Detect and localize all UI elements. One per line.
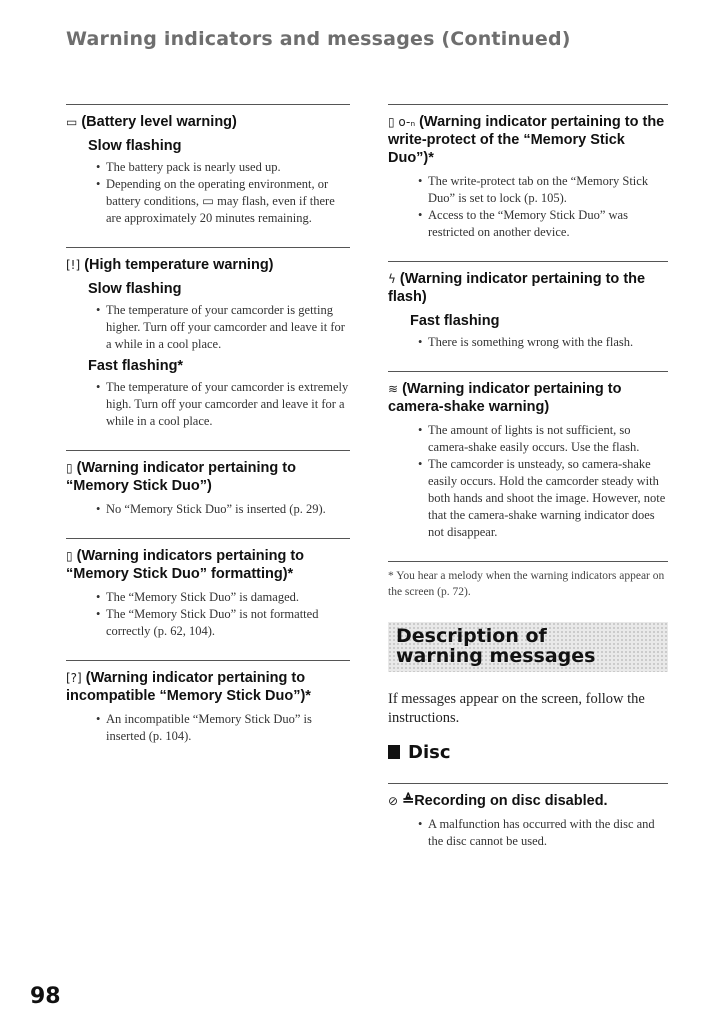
- square-bullet-icon: [388, 745, 400, 759]
- bullet-item: • No “Memory Stick Duo” is inserted (p. 29).: [98, 501, 350, 518]
- bullet-item: • Depending on the operating environment, or battery conditions, ▭ may flash, even if there are approximately 20 minutes remaining.: [98, 176, 350, 227]
- warning-title: [66, 547, 350, 583]
- bullet-item: • The write-protect tab on the “Memory Stick Duo” is set to lock (p. 105).: [420, 173, 668, 207]
- left-column: [66, 104, 350, 765]
- bullet-item: • A malfunction has occurred with the disc and the disc cannot be used.: [420, 816, 668, 850]
- disc-message-section: [388, 783, 668, 850]
- warning-section: [388, 261, 668, 351]
- disc-message-title-text: ≜Recording on disc disabled.: [402, 793, 608, 809]
- warning-section: [388, 371, 668, 541]
- high-temperature-icon: [!]: [66, 258, 81, 272]
- warning-title-text: (Warning indicator pertaining to the write-protect of the “Memory Stick Duo”)*: [388, 114, 665, 166]
- warning-section: [66, 450, 350, 518]
- bullet-list: [66, 501, 350, 518]
- camera-shake-icon: ≋: [388, 382, 399, 396]
- bullet-item: • There is something wrong with the flash.: [420, 334, 668, 351]
- bullet-item: • The “Memory Stick Duo” is damaged.: [98, 589, 350, 606]
- warning-title-text: (High temperature warning): [84, 257, 274, 273]
- warning-title: [66, 459, 350, 495]
- warning-title-text: (Warning indicator pertaining to “Memory Stick Duo”): [66, 460, 296, 494]
- bullet-list: [66, 711, 350, 745]
- warning-title: [66, 669, 350, 705]
- description-banner: [388, 622, 668, 672]
- warning-section: [66, 538, 350, 640]
- intro-paragraph: If messages appear on the screen, follow the instructions.: [388, 691, 645, 726]
- bullet-list: [388, 173, 668, 241]
- warning-title-text: (Warning indicators pertaining to “Memory Stick Duo” formatting)*: [66, 548, 305, 582]
- flashing-subtitle: Fast flashing*: [88, 358, 184, 374]
- bullet-list: [388, 334, 668, 351]
- battery-warning-icon: ▭: [66, 115, 78, 129]
- bullet-list: [66, 302, 350, 353]
- memory-stick-format-icon: ▯: [66, 549, 73, 563]
- warning-title: [66, 113, 350, 131]
- warning-title: [388, 270, 668, 306]
- warning-title-text: (Warning indicator pertaining to camera-shake warning): [388, 381, 622, 415]
- footnote: * You hear a melody when the warning indicators appear on the screen (p. 72).: [388, 561, 668, 600]
- write-protect-icon: ▯ o-ₙ: [388, 115, 416, 129]
- bullet-item: • An incompatible “Memory Stick Duo” is inserted (p. 104).: [98, 711, 350, 745]
- warning-title-text: (Warning indicator pertaining to the flash): [388, 271, 646, 305]
- flash-warning-icon: ϟ: [388, 272, 396, 286]
- bullet-item: • The temperature of your camcorder is getting higher. Turn off your camcorder and leave it for a while in a cool place.: [98, 302, 350, 353]
- bullet-item: • The “Memory Stick Duo” is not formatted correctly (p. 62, 104).: [98, 606, 350, 640]
- warning-title-text: (Battery level warning): [81, 114, 237, 130]
- bullet-list: [388, 422, 668, 541]
- disc-message-title: [388, 792, 668, 810]
- incompatible-memory-stick-icon: [?]: [66, 671, 82, 685]
- bullet-list: [66, 159, 350, 227]
- flashing-subtitle: Slow flashing: [88, 138, 182, 154]
- disc-message-bullets: [388, 816, 668, 850]
- bullet-item: • The temperature of your camcorder is extremely high. Turn off your camcorder and leave it for a while in a cool place.: [98, 379, 350, 430]
- flashing-subtitle: Fast flashing: [410, 313, 500, 329]
- bullet-list: [66, 589, 350, 640]
- warning-section: [66, 247, 350, 430]
- bullet-item: • The camcorder is unsteady, so camera-shake easily occurs. Hold the camcorder steady with both hands and shoot the image. However, note that the camera-shake warning indicator does not disappear.: [420, 456, 668, 541]
- bullet-item: • The battery pack is nearly used up.: [98, 159, 350, 176]
- warning-section: [388, 104, 668, 241]
- right-column: [388, 104, 668, 870]
- warning-title: [66, 256, 350, 274]
- page-header-title: Warning indicators and messages (Continued): [66, 28, 571, 50]
- warning-title-text: (Warning indicator pertaining to incompatible “Memory Stick Duo”)*: [66, 670, 311, 704]
- bullet-item: • The amount of lights is not sufficient, so camera-shake easily occurs. Use the flash.: [420, 422, 668, 456]
- warning-title: [388, 113, 668, 167]
- flashing-subtitle: Slow flashing: [88, 281, 182, 297]
- bullet-list: [66, 379, 350, 430]
- banner-title: Description of warning messages: [396, 625, 596, 667]
- warning-section: [66, 660, 350, 745]
- disc-error-icon: ⊘: [388, 794, 399, 808]
- disc-heading: [388, 742, 668, 763]
- memory-stick-warning-icon: ▯: [66, 461, 73, 475]
- page-number: 98: [30, 984, 61, 1009]
- warning-section: [66, 104, 350, 227]
- disc-heading-label: Disc: [408, 742, 451, 763]
- bullet-item: • Access to the “Memory Stick Duo” was restricted on another device.: [420, 207, 668, 241]
- warning-title: [388, 380, 668, 416]
